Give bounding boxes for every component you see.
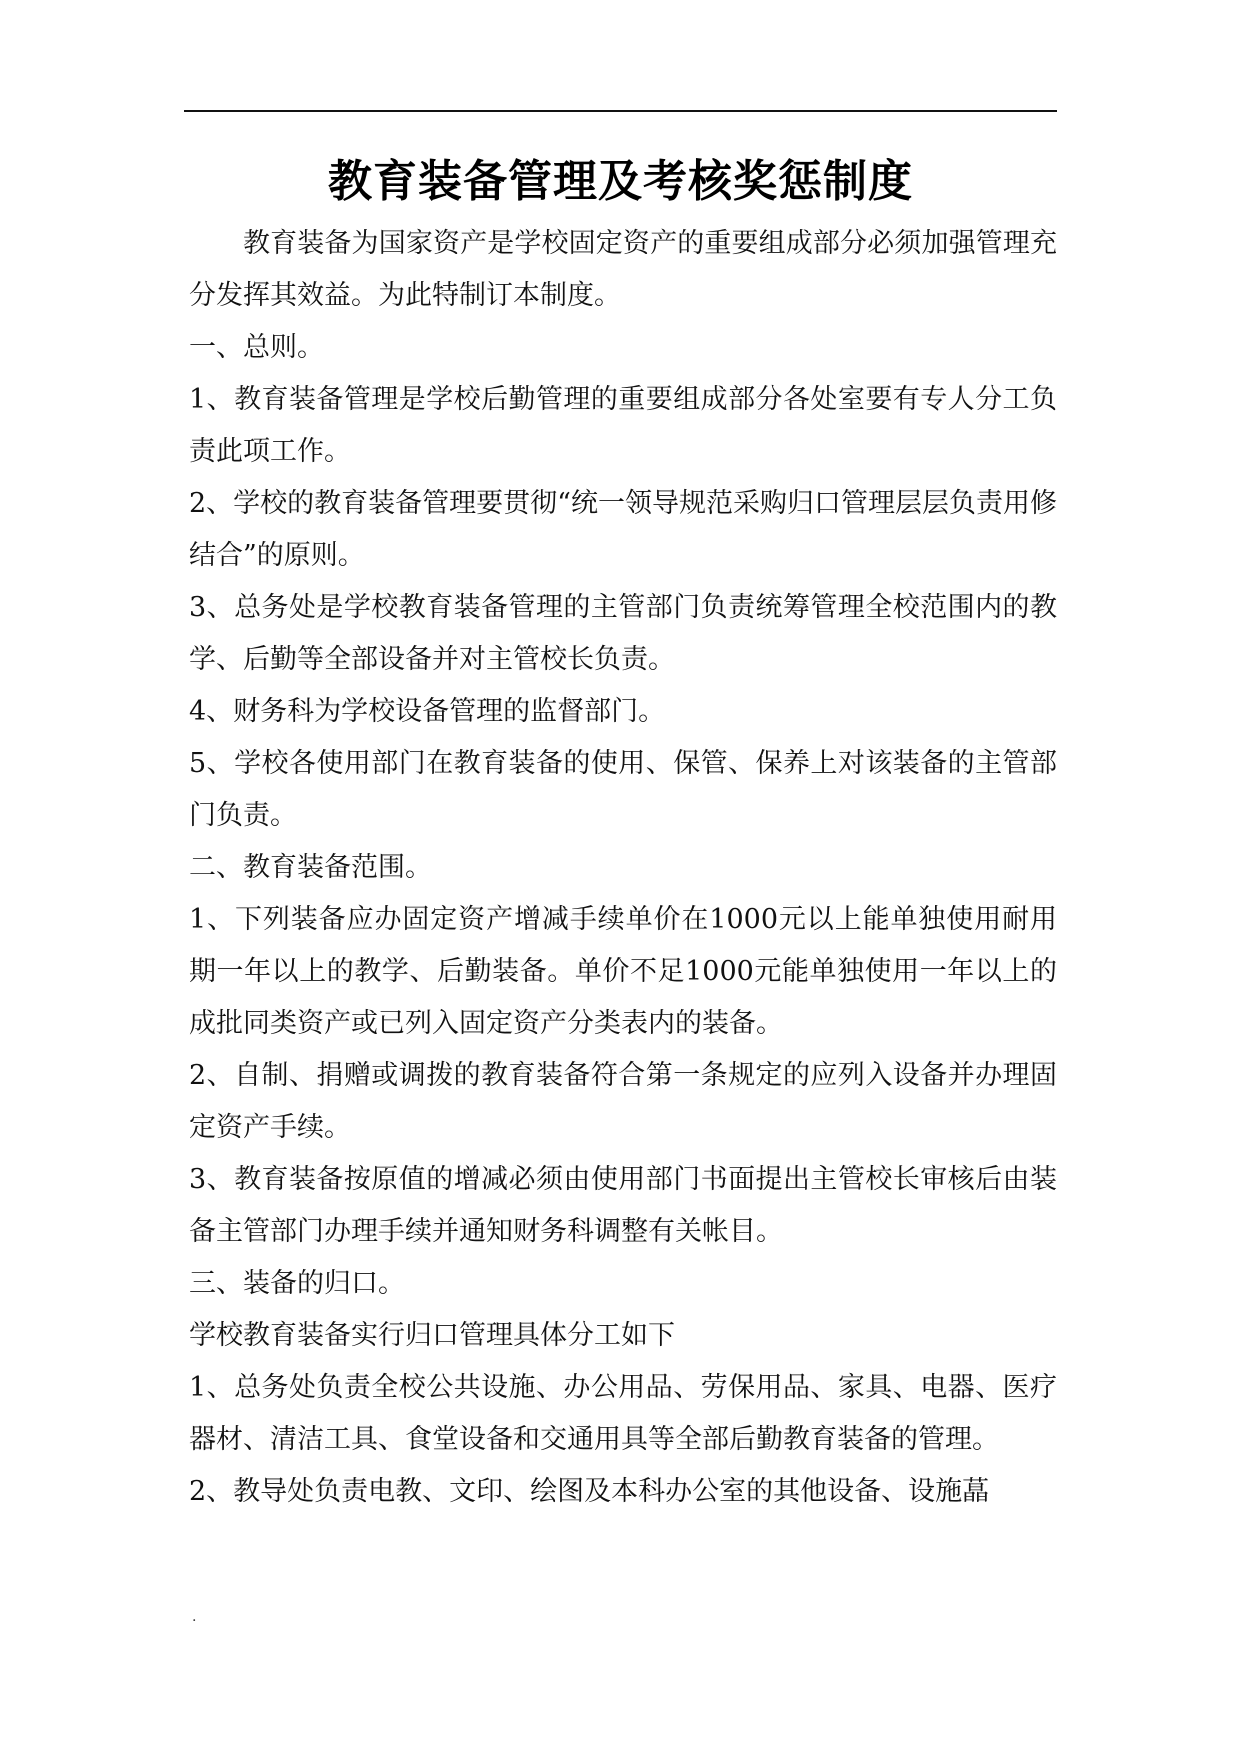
intro-paragraph: 教育装备为国家资产是学校固定资产的重要组成部分必须加强管理充分发挥其效益。为此特制订本制度。	[189, 228, 1057, 311]
section-item: 2、自制、捐赠或调拨的教育装备符合第一条规定的应列入设备并办理固定资产手续。	[189, 1060, 1057, 1143]
section-lead: 学校教育装备实行归口管理具体分工如下	[189, 1320, 675, 1351]
section-heading: 三、装备的归口。	[189, 1268, 405, 1299]
section-heading: 二、教育装备范围。	[189, 852, 432, 883]
document-title: 教育装备管理及考核奖惩制度	[328, 156, 913, 207]
section-item: 1、总务处负责全校公共设施、办公用品、劳保用品、家具、电器、医疗器材、清洁工具、食堂设备和交通用具等全部后勤教育装备的管理。	[189, 1372, 1057, 1455]
header-rule	[184, 110, 1057, 112]
section-item: 4、财务科为学校设备管理的监督部门。	[189, 696, 666, 727]
section-item: 5、学校各使用部门在教育装备的使用、保管、保养上对该装备的主管部门负责。	[189, 748, 1057, 831]
document-body	[189, 218, 1057, 1518]
section-item: 1、教育装备管理是学校后勤管理的重要组成部分各处室要有专人分工负责此项工作。	[189, 384, 1057, 467]
footer-mark: .	[192, 1609, 197, 1625]
section-item: 1、下列装备应办固定资产增减手续单价在1000元以上能单独使用耐用期一年以上的教学、后勤装备。单价不足1000元能单独使用一年以上的成批同类资产或已列入固定资产分类表内的装备。	[189, 904, 1057, 1039]
section-item: 3、教育装备按原值的增减必须由使用部门书面提出主管校长审核后由装备主管部门办理手续并通知财务科调整有关帐目。	[189, 1164, 1057, 1247]
section-item: 2、教导处负责电教、文印、绘图及本科办公室的其他设备、设施蕌	[189, 1476, 990, 1507]
section-item: 3、总务处是学校教育装备管理的主管部门负责统筹管理全校范围内的教学、后勤等全部设备并对主管校长负责。	[189, 592, 1057, 675]
section-item: 2、学校的教育装备管理要贯彻“统一领导规范采购归口管理层层负责用修结合”的原则。	[189, 488, 1057, 571]
section-heading: 一、总则。	[189, 332, 324, 363]
